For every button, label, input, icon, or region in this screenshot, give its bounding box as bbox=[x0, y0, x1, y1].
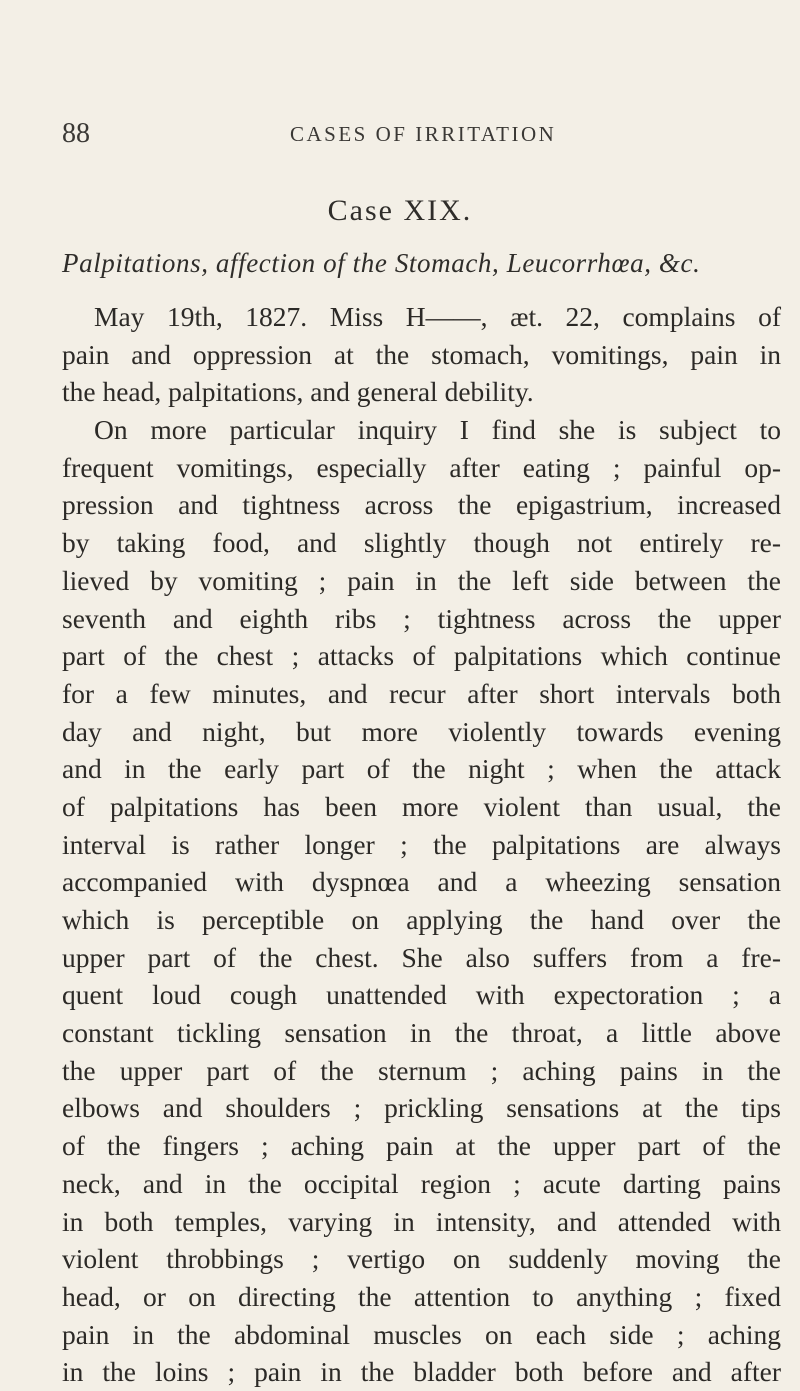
page-number: 88 bbox=[62, 118, 90, 149]
text-line: day and night, but more violently towards evening bbox=[62, 715, 781, 747]
text-line: pain and oppression at the stomach, vomitings, pain in bbox=[62, 338, 781, 370]
text-line: and in the early part of the night ; when the attack bbox=[62, 753, 781, 785]
paper-stain bbox=[733, 1296, 743, 1308]
text-line: interval is rather longer ; the palpitations are always bbox=[62, 828, 781, 860]
text-line: violent throbbings ; vertigo on suddenly moving the bbox=[62, 1243, 781, 1275]
text-line: pression and tightness across the epigastrium, increased bbox=[62, 489, 781, 521]
text-line: neck, and in the occipital region ; acute darting pains bbox=[62, 1167, 781, 1199]
case-heading: Case XIX. bbox=[327, 194, 473, 227]
text-line: quent loud cough unattended with expectoration ; a bbox=[62, 979, 781, 1011]
text-line: constant tickling sensation in the throat, a little above bbox=[62, 1017, 781, 1049]
text-line: in both temples, varying in intensity, and attended with bbox=[62, 1205, 781, 1237]
text-line: seventh and eighth ribs ; tightness across the upper bbox=[62, 602, 781, 634]
text-line: May 19th, 1827. Miss H——, æt. 22, complains of bbox=[94, 301, 781, 332]
text-line: of palpitations has been more violent than usual, the bbox=[62, 790, 781, 822]
text-line: part of the chest ; attacks of palpitations which continue bbox=[62, 640, 781, 672]
text-line: in the loins ; pain in the bladder both before and after bbox=[62, 1356, 781, 1388]
running-title: CASES OF IRRITATION bbox=[290, 122, 557, 146]
text-line: the upper part of the sternum ; aching pains in the bbox=[62, 1054, 781, 1086]
text-line: for a few minutes, and recur after short intervals both bbox=[62, 677, 781, 709]
body-text bbox=[62, 298, 781, 1391]
text-line: which is perceptible on applying the hand over the bbox=[62, 904, 781, 935]
text-line: by taking food, and slightly though not entirely re- bbox=[62, 527, 781, 559]
text-line: lieved by vomiting ; pain in the left side between the bbox=[62, 564, 781, 596]
text-line: pain in the abdominal muscles on each side ; aching bbox=[62, 1318, 781, 1350]
text-line: frequent vomitings, especially after eating ; painful op- bbox=[62, 451, 781, 483]
text-line: accompanied with dyspnœa and a wheezing sensation bbox=[62, 866, 781, 898]
text-line: head, or on directing the attention to anything ; fixed bbox=[62, 1280, 781, 1312]
case-subtitle: Palpitations, affection of the Stomach, Leucorrhœa, &c. bbox=[62, 248, 701, 278]
text-line: upper part of the chest. She also suffers from a fre- bbox=[62, 941, 781, 973]
text-line: of the fingers ; aching pain at the upper part of the bbox=[62, 1130, 781, 1162]
running-head bbox=[62, 118, 762, 152]
text-line: the head, palpitations, and general debility. bbox=[62, 376, 534, 408]
text-line: elbows and shoulders ; prickling sensations at the tips bbox=[62, 1092, 781, 1124]
text-line: On more particular inquiry I find she is subject to bbox=[94, 414, 781, 446]
